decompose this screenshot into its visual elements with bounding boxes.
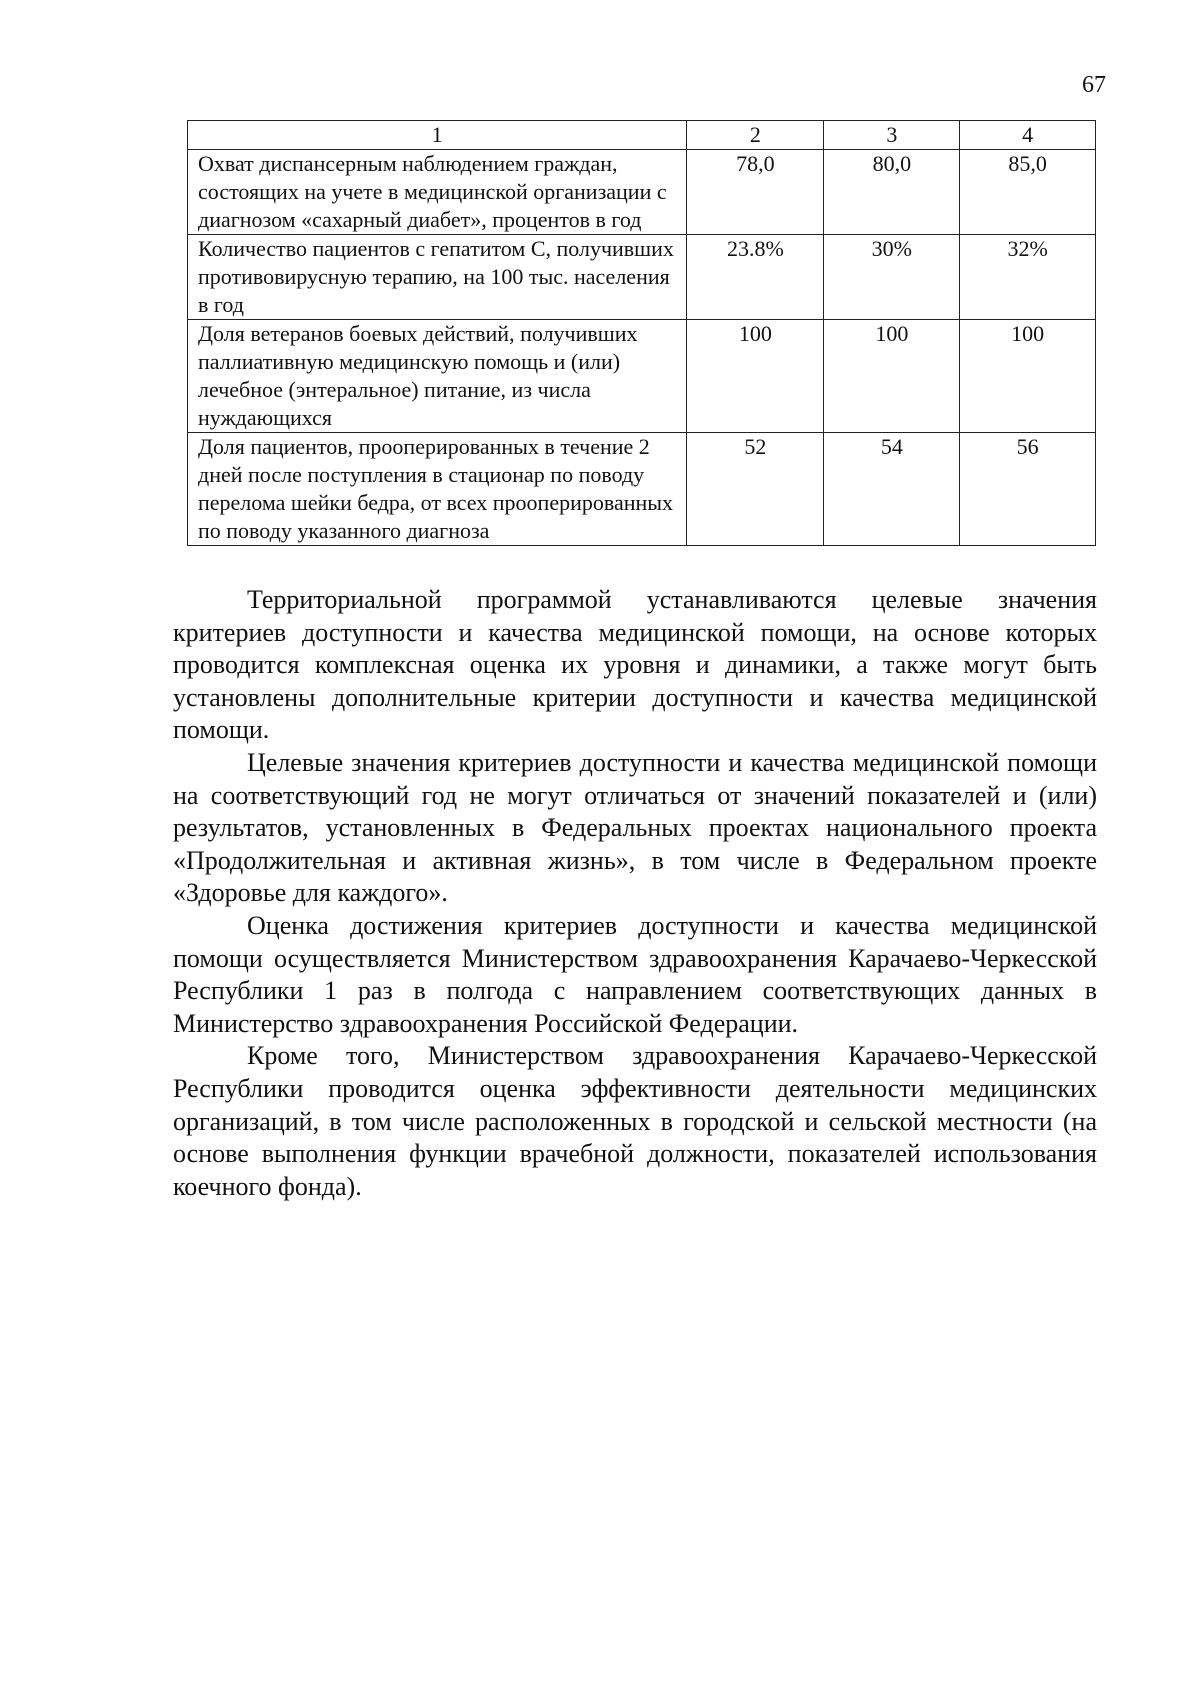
criterion-value-col4: 100 <box>960 320 1096 433</box>
criterion-value-col3: 100 <box>824 320 960 433</box>
paragraph: Целевые значения критериев доступности и качества медицинской помощи на соответствующий год не могут отличаться от значений показателей и (или) результатов, установленных в Федеральных проектах национального проекта «Продолжительная и активная жизнь», в том числе в Федеральном проекте «Здоровье для каждого». <box>173 747 1097 908</box>
column-header-2: 2 <box>687 121 824 150</box>
criterion-value-col3: 30% <box>824 235 960 320</box>
criterion-value-col2: 78,0 <box>687 150 824 235</box>
table-row <box>188 150 1096 235</box>
criteria-table <box>187 120 1096 546</box>
criterion-name: Количество пациентов с гепатитом С, получивших противовирусную терапию, на 100 тыс. населения в год <box>188 235 687 320</box>
criterion-value-col4: 56 <box>960 433 1096 546</box>
column-header-1: 1 <box>188 121 687 150</box>
criterion-value-col2: 100 <box>687 320 824 433</box>
criterion-name: Доля ветеранов боевых действий, получивших паллиативную медицинскую помощь и (или) лечебное (энтеральное) питание, из числа нуждающихся <box>188 320 687 433</box>
paragraph: Кроме того, Министерством здравоохранения Карачаево-Черкесской Республики проводится оценка эффективности деятельности медицинских организаций, в том числе расположенных в городской и сельской местности (на основе выполнения функции врачебной должности, показателей использования коечного фонда). <box>173 1041 1097 1201</box>
table-row <box>188 433 1096 546</box>
criterion-value-col3: 54 <box>824 433 960 546</box>
column-header-3: 3 <box>824 121 960 150</box>
criterion-name: Доля пациентов, прооперированных в течение 2 дней после поступления в стационар по поводу перелома шейки бедра, от всех прооперированных по поводу указанного диагноза <box>188 433 687 546</box>
criterion-name: Охват диспансерным наблюдением граждан, состоящих на учете в медицинской организации с диагнозом «сахарный диабет», процентов в год <box>188 150 687 235</box>
criterion-value-col2: 52 <box>687 433 824 546</box>
column-header-4: 4 <box>960 121 1096 150</box>
page-number: 67 <box>1082 72 1106 98</box>
paragraph: Оценка достижения критериев доступности и качества медицинской помощи осуществляется Министерством здравоохранения Карачаево-Черкесской Республики 1 раз в полгода с направлением соответствующих данных в Министерство здравоохранения Российской Федерации. <box>173 910 1097 1038</box>
criterion-value-col3: 80,0 <box>824 150 960 235</box>
table-header-row <box>188 121 1096 150</box>
criterion-value-col2: 23.8% <box>687 235 824 320</box>
table-row <box>188 320 1096 433</box>
paragraph: Территориальной программой устанавливаются целевые значения критериев доступности и качества медицинской помощи, на основе которых проводится комплексная оценка их уровня и динамики, а также могут быть установлены дополнительные критерии доступности и качества медицинской помощи. <box>173 585 1097 745</box>
criterion-value-col4: 85,0 <box>960 150 1096 235</box>
table-row <box>188 235 1096 320</box>
body-text <box>173 584 1097 1203</box>
criterion-value-col4: 32% <box>960 235 1096 320</box>
